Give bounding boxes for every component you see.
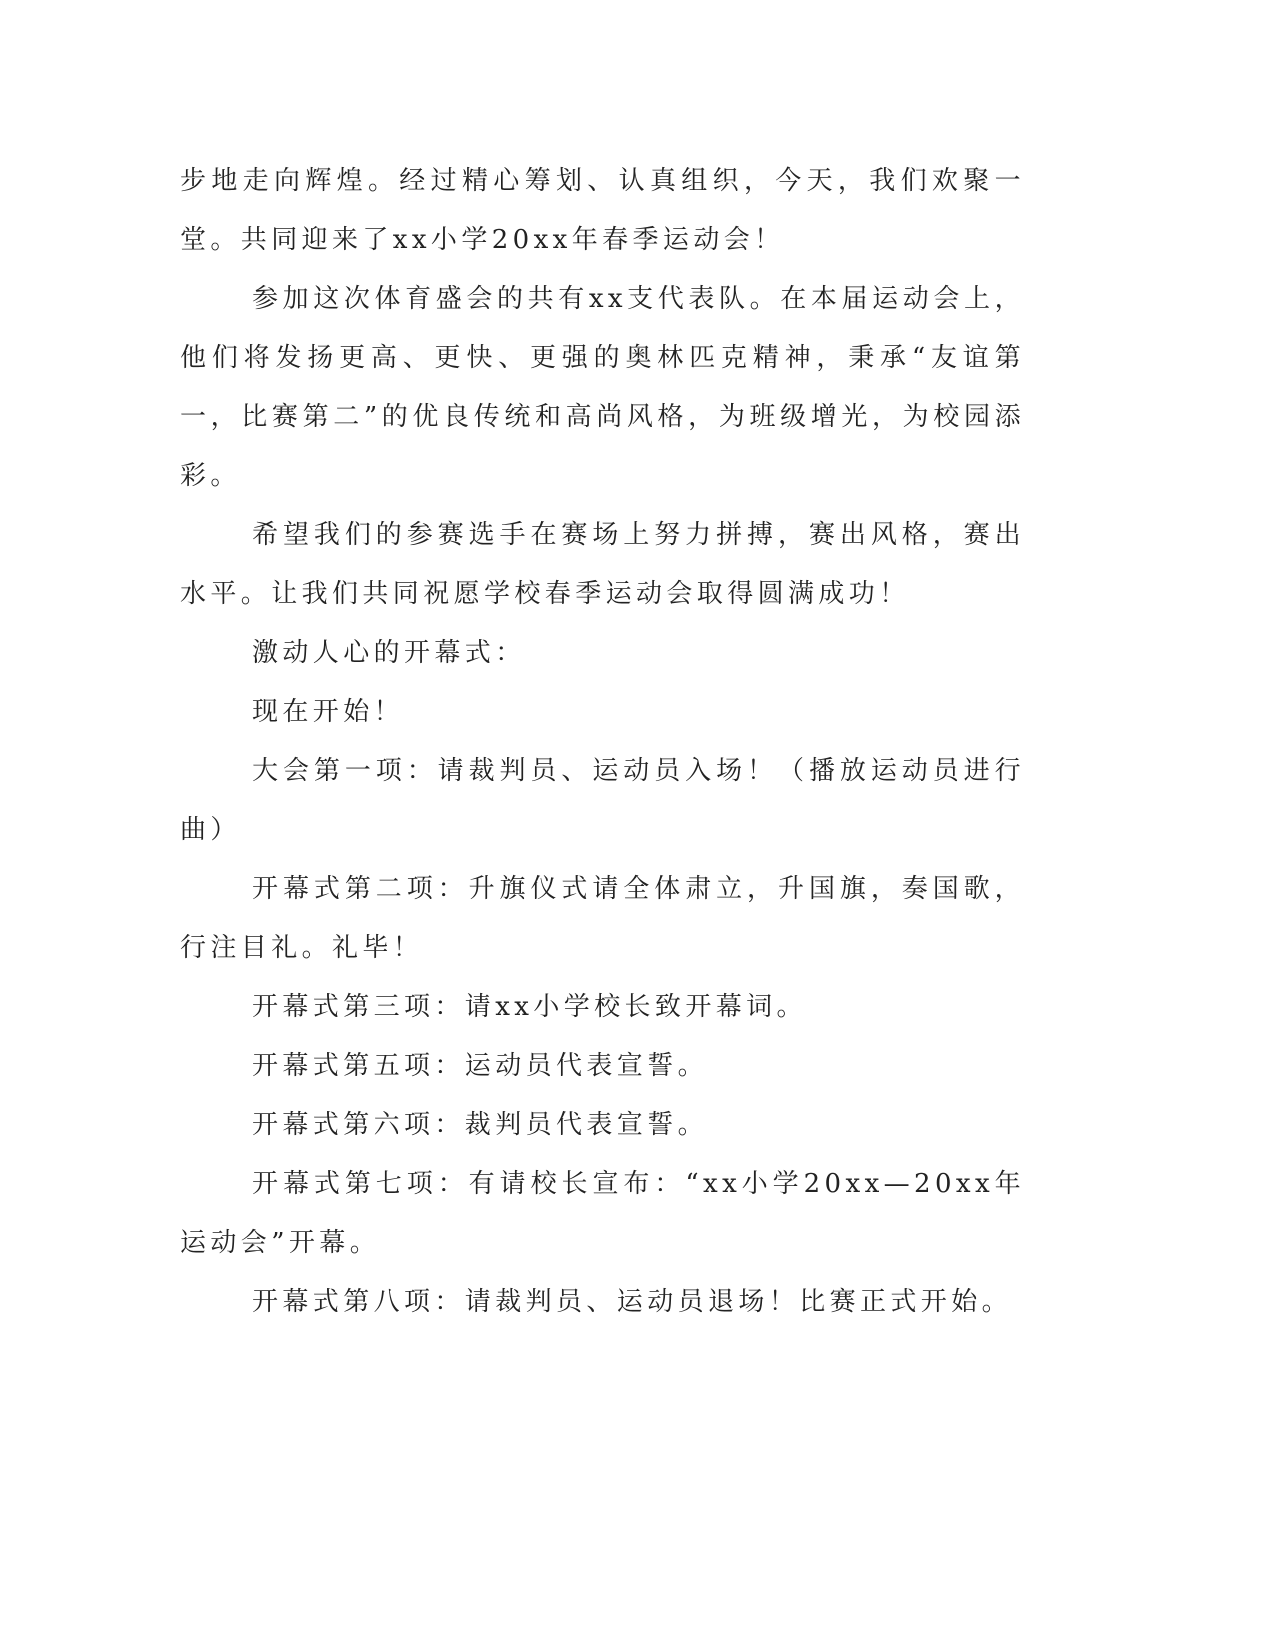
paragraph-participants: 参加这次体育盛会的共有xx支代表队。在本届运动会上，他们将发扬更高、更快、更强的奥林匹克精神，秉承“友谊第一，比赛第二”的优良传统和高尚风格，为班级增光，为校园添彩。 [180,284,1025,491]
paragraph-item-5: 开幕式第五项：运动员代表宣誓。 [252,1051,709,1081]
paragraph-item-1: 大会第一项：请裁判员、运动员入场！（播放运动员进行曲） [180,756,1025,845]
paragraph-item-6: 开幕式第六项：裁判员代表宣誓。 [252,1110,709,1140]
paragraph-wishes: 希望我们的参赛选手在赛场上努力拼搏，赛出风格，赛出水平。让我们共同祝愿学校春季运动会取得圆满成功！ [180,520,1025,609]
paragraph-item-2: 开幕式第二项：升旗仪式请全体肃立，升国旗，奏国歌，行注目礼。礼毕！ [180,874,1025,963]
paragraph-ceremony-heading: 激动人心的开幕式： [252,638,526,668]
paragraph-item-8: 开幕式第八项：请裁判员、运动员退场！比赛正式开始。 [252,1287,1013,1317]
document-body [180,152,1025,1332]
paragraph-start: 现在开始！ [252,697,405,727]
paragraph-item-3: 开幕式第三项：请xx小学校长致开幕词。 [252,992,807,1022]
paragraph-item-7: 开幕式第七项：有请校长宣布：“xx小学20xx—20xx年运动会”开幕。 [180,1169,1025,1258]
paragraph-opening-continuation: 步地走向辉煌。经过精心筹划、认真组织，今天，我们欢聚一堂。共同迎来了xx小学20xx年春季运动会！ [180,166,1025,255]
